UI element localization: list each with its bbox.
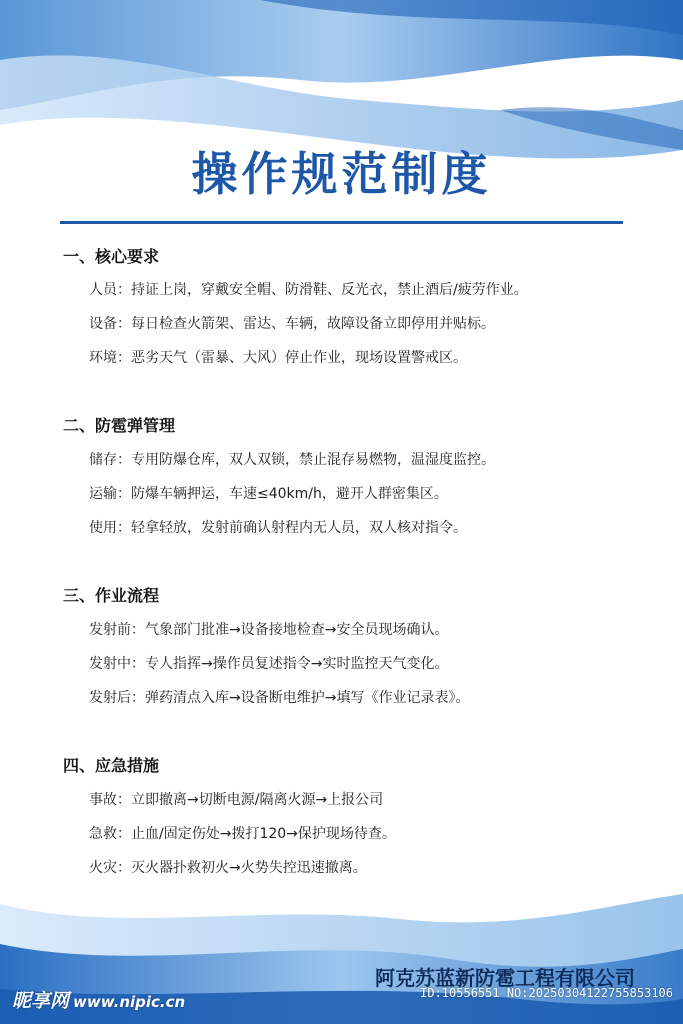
- section-heading: 四、应急措施: [63, 756, 160, 775]
- list-item: 使用：轻拿轻放，发射前确认射程内无人员，双人核对指令。: [89, 520, 467, 536]
- list-item: 事故：立即撤离→切断电源/隔离火源→上报公司: [89, 792, 384, 808]
- watermark-site: www.nipic.cn: [73, 993, 186, 1011]
- section-emergency-measures: [63, 756, 643, 876]
- list-item: 设备：每日检查火箭架、雷达、车辆，故障设备立即停用并贴标。: [89, 316, 495, 332]
- title-divider: [60, 221, 623, 224]
- list-item: 发射前：气象部门批准→设备接地检查→安全员现场确认。: [89, 622, 449, 638]
- watermark-logo: [12, 986, 185, 1013]
- section-heading: 二、防雹弹管理: [63, 416, 176, 435]
- section-heading: 三、作业流程: [63, 586, 160, 605]
- list-item: 火灾：灭火器扑救初火→火势失控迅速撤离。: [89, 860, 367, 876]
- section-core-requirements: [63, 247, 643, 366]
- list-item: 发射后：弹药清点入库→设备断电维护→填写《作业记录表》。: [89, 690, 470, 706]
- section-workflow: [63, 586, 643, 706]
- list-item: 环境：恶劣天气（雷暴、大风）停止作业，现场设置警戒区。: [89, 350, 467, 366]
- list-item: 储存：专用防爆仓库，双人双锁，禁止混存易燃物，温湿度监控。: [89, 452, 495, 468]
- page-title: 操作规范制度: [191, 147, 492, 201]
- watermark-id: ID:10556551 NO:20250304122755853106: [420, 986, 673, 1000]
- watermark-logo-text: 昵享网: [12, 990, 70, 1012]
- list-item: 人员：持证上岗，穿戴安全帽、防滑鞋、反光衣，禁止酒后/疲劳作业。: [89, 282, 528, 298]
- section-heading: 一、核心要求: [63, 247, 160, 266]
- section-hail-shell-management: [63, 416, 643, 536]
- list-item: 急救：止血/固定伤处→拨打120→保护现场待查。: [89, 826, 396, 842]
- list-item: 运输：防爆车辆押运，车速≤40km/h，避开人群密集区。: [89, 486, 448, 502]
- company-name: 阿克苏蓝新防雹工程有限公司: [375, 966, 635, 990]
- list-item: 发射中：专人指挥→操作员复述指令→实时监控天气变化。: [89, 656, 449, 672]
